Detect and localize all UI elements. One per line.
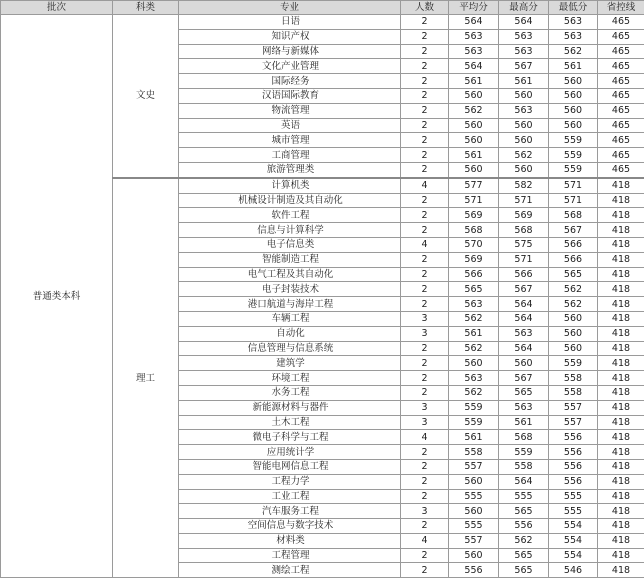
lowest-score-cell: 555 <box>549 489 598 504</box>
count-cell: 2 <box>401 267 449 282</box>
highest-score-cell: 564 <box>499 474 549 489</box>
lowest-score-cell: 559 <box>549 133 598 148</box>
count-cell: 2 <box>401 385 449 400</box>
average-score-cell: 563 <box>449 29 499 44</box>
major-cell: 自动化 <box>179 326 401 341</box>
lowest-score-cell: 556 <box>549 474 598 489</box>
average-score-cell: 560 <box>449 356 499 371</box>
count-cell: 2 <box>401 208 449 223</box>
count-cell: 2 <box>401 474 449 489</box>
province-control-line-cell: 418 <box>598 519 644 534</box>
category-cell: 理工 <box>113 178 179 578</box>
major-cell: 应用统计学 <box>179 445 401 460</box>
lowest-score-cell: 560 <box>549 311 598 326</box>
lowest-score-cell: 566 <box>549 237 598 252</box>
highest-score-cell: 561 <box>499 415 549 430</box>
major-cell: 工商管理 <box>179 148 401 163</box>
count-cell: 2 <box>401 88 449 103</box>
highest-score-cell: 564 <box>499 297 549 312</box>
province-control-line-cell: 465 <box>598 44 644 59</box>
average-score-cell: 562 <box>449 103 499 118</box>
major-cell: 网络与新媒体 <box>179 44 401 59</box>
count-cell: 3 <box>401 415 449 430</box>
count-cell: 2 <box>401 59 449 74</box>
highest-score-cell: 562 <box>499 148 549 163</box>
major-cell: 工业工程 <box>179 489 401 504</box>
province-control-line-cell: 418 <box>598 371 644 386</box>
count-cell: 2 <box>401 103 449 118</box>
count-cell: 4 <box>401 237 449 252</box>
highest-score-cell: 567 <box>499 282 549 297</box>
highest-score-cell: 560 <box>499 133 549 148</box>
count-cell: 2 <box>401 459 449 474</box>
province-control-line-cell: 465 <box>598 15 644 30</box>
lowest-score-cell: 560 <box>549 103 598 118</box>
highest-score-cell: 559 <box>499 445 549 460</box>
highest-score-cell: 560 <box>499 356 549 371</box>
header-category: 科类 <box>113 1 179 15</box>
province-control-line-cell: 465 <box>598 118 644 133</box>
average-score-cell: 559 <box>449 400 499 415</box>
header-lowest-score: 最低分 <box>549 1 598 15</box>
average-score-cell: 571 <box>449 193 499 208</box>
table-row <box>1 15 644 30</box>
count-cell: 3 <box>401 311 449 326</box>
lowest-score-cell: 560 <box>549 88 598 103</box>
lowest-score-cell: 560 <box>549 326 598 341</box>
count-cell: 2 <box>401 371 449 386</box>
province-control-line-cell: 418 <box>598 474 644 489</box>
highest-score-cell: 565 <box>499 548 549 563</box>
average-score-cell: 557 <box>449 533 499 548</box>
highest-score-cell: 564 <box>499 341 549 356</box>
major-cell: 计算机类 <box>179 178 401 193</box>
average-score-cell: 561 <box>449 430 499 445</box>
province-control-line-cell: 418 <box>598 415 644 430</box>
count-cell: 2 <box>401 297 449 312</box>
province-control-line-cell: 418 <box>598 208 644 223</box>
province-control-line-cell: 418 <box>598 430 644 445</box>
count-cell: 2 <box>401 548 449 563</box>
major-cell: 智能制造工程 <box>179 252 401 267</box>
province-control-line-cell: 418 <box>598 445 644 460</box>
lowest-score-cell: 561 <box>549 59 598 74</box>
lowest-score-cell: 554 <box>549 548 598 563</box>
highest-score-cell: 563 <box>499 103 549 118</box>
major-cell: 英语 <box>179 118 401 133</box>
highest-score-cell: 558 <box>499 459 549 474</box>
major-cell: 日语 <box>179 15 401 30</box>
lowest-score-cell: 568 <box>549 208 598 223</box>
province-control-line-cell: 465 <box>598 162 644 177</box>
lowest-score-cell: 558 <box>549 371 598 386</box>
highest-score-cell: 568 <box>499 430 549 445</box>
lowest-score-cell: 554 <box>549 519 598 534</box>
province-control-line-cell: 465 <box>598 148 644 163</box>
province-control-line-cell: 465 <box>598 103 644 118</box>
highest-score-cell: 560 <box>499 162 549 177</box>
average-score-cell: 561 <box>449 326 499 341</box>
count-cell: 2 <box>401 193 449 208</box>
province-control-line-cell: 418 <box>598 385 644 400</box>
province-control-line-cell: 418 <box>598 297 644 312</box>
province-control-line-cell: 465 <box>598 88 644 103</box>
average-score-cell: 563 <box>449 371 499 386</box>
major-cell: 汉语国际教育 <box>179 88 401 103</box>
average-score-cell: 560 <box>449 88 499 103</box>
batch-cell: 普通类本科 <box>1 15 113 578</box>
highest-score-cell: 567 <box>499 371 549 386</box>
highest-score-cell: 561 <box>499 74 549 89</box>
average-score-cell: 570 <box>449 237 499 252</box>
highest-score-cell: 563 <box>499 326 549 341</box>
lowest-score-cell: 557 <box>549 415 598 430</box>
average-score-cell: 556 <box>449 563 499 578</box>
lowest-score-cell: 558 <box>549 385 598 400</box>
major-cell: 工程力学 <box>179 474 401 489</box>
count-cell: 2 <box>401 282 449 297</box>
highest-score-cell: 566 <box>499 267 549 282</box>
highest-score-cell: 562 <box>499 533 549 548</box>
major-cell: 测绘工程 <box>179 563 401 578</box>
province-control-line-cell: 418 <box>598 252 644 267</box>
lowest-score-cell: 559 <box>549 148 598 163</box>
highest-score-cell: 569 <box>499 208 549 223</box>
count-cell: 2 <box>401 118 449 133</box>
lowest-score-cell: 560 <box>549 341 598 356</box>
highest-score-cell: 575 <box>499 237 549 252</box>
highest-score-cell: 563 <box>499 29 549 44</box>
major-cell: 新能源材料与器件 <box>179 400 401 415</box>
major-cell: 环境工程 <box>179 371 401 386</box>
header-province-control-line: 省控线 <box>598 1 644 15</box>
major-cell: 电子封装技术 <box>179 282 401 297</box>
lowest-score-cell: 562 <box>549 44 598 59</box>
lowest-score-cell: 571 <box>549 178 598 193</box>
count-cell: 2 <box>401 563 449 578</box>
highest-score-cell: 564 <box>499 15 549 30</box>
average-score-cell: 560 <box>449 504 499 519</box>
average-score-cell: 555 <box>449 489 499 504</box>
major-cell: 车辆工程 <box>179 311 401 326</box>
highest-score-cell: 564 <box>499 311 549 326</box>
average-score-cell: 560 <box>449 474 499 489</box>
major-cell: 软件工程 <box>179 208 401 223</box>
highest-score-cell: 565 <box>499 385 549 400</box>
major-cell: 水务工程 <box>179 385 401 400</box>
lowest-score-cell: 563 <box>549 29 598 44</box>
province-control-line-cell: 418 <box>598 356 644 371</box>
highest-score-cell: 563 <box>499 400 549 415</box>
lowest-score-cell: 557 <box>549 400 598 415</box>
highest-score-cell: 560 <box>499 88 549 103</box>
average-score-cell: 560 <box>449 133 499 148</box>
major-cell: 工程管理 <box>179 548 401 563</box>
average-score-cell: 566 <box>449 267 499 282</box>
average-score-cell: 559 <box>449 415 499 430</box>
average-score-cell: 563 <box>449 297 499 312</box>
average-score-cell: 560 <box>449 162 499 177</box>
lowest-score-cell: 571 <box>549 193 598 208</box>
header-highest-score: 最高分 <box>499 1 549 15</box>
average-score-cell: 563 <box>449 44 499 59</box>
average-score-cell: 555 <box>449 519 499 534</box>
average-score-cell: 568 <box>449 223 499 238</box>
average-score-cell: 564 <box>449 15 499 30</box>
count-cell: 2 <box>401 162 449 177</box>
major-cell: 微电子科学与工程 <box>179 430 401 445</box>
average-score-cell: 569 <box>449 252 499 267</box>
province-control-line-cell: 418 <box>598 459 644 474</box>
highest-score-cell: 571 <box>499 193 549 208</box>
lowest-score-cell: 555 <box>549 504 598 519</box>
province-control-line-cell: 418 <box>598 178 644 193</box>
province-control-line-cell: 418 <box>598 548 644 563</box>
highest-score-cell: 560 <box>499 118 549 133</box>
province-control-line-cell: 418 <box>598 533 644 548</box>
highest-score-cell: 582 <box>499 178 549 193</box>
count-cell: 2 <box>401 519 449 534</box>
average-score-cell: 569 <box>449 208 499 223</box>
count-cell: 2 <box>401 148 449 163</box>
count-cell: 4 <box>401 533 449 548</box>
average-score-cell: 564 <box>449 59 499 74</box>
count-cell: 2 <box>401 252 449 267</box>
lowest-score-cell: 546 <box>549 563 598 578</box>
province-control-line-cell: 465 <box>598 29 644 44</box>
average-score-cell: 560 <box>449 548 499 563</box>
major-cell: 旅游管理类 <box>179 162 401 177</box>
header-count: 人数 <box>401 1 449 15</box>
highest-score-cell: 568 <box>499 223 549 238</box>
count-cell: 2 <box>401 15 449 30</box>
major-cell: 材料类 <box>179 533 401 548</box>
average-score-cell: 560 <box>449 118 499 133</box>
average-score-cell: 562 <box>449 385 499 400</box>
lowest-score-cell: 563 <box>549 15 598 30</box>
count-cell: 3 <box>401 326 449 341</box>
major-cell: 建筑学 <box>179 356 401 371</box>
count-cell: 2 <box>401 74 449 89</box>
province-control-line-cell: 418 <box>598 326 644 341</box>
count-cell: 3 <box>401 504 449 519</box>
average-score-cell: 562 <box>449 341 499 356</box>
major-cell: 国际经务 <box>179 74 401 89</box>
major-cell: 信息与计算科学 <box>179 223 401 238</box>
lowest-score-cell: 556 <box>549 445 598 460</box>
average-score-cell: 558 <box>449 445 499 460</box>
highest-score-cell: 571 <box>499 252 549 267</box>
province-control-line-cell: 418 <box>598 267 644 282</box>
major-cell: 知识产权 <box>179 29 401 44</box>
province-control-line-cell: 465 <box>598 133 644 148</box>
count-cell: 2 <box>401 44 449 59</box>
province-control-line-cell: 418 <box>598 237 644 252</box>
major-cell: 电气工程及其自动化 <box>179 267 401 282</box>
province-control-line-cell: 418 <box>598 282 644 297</box>
lowest-score-cell: 560 <box>549 118 598 133</box>
count-cell: 2 <box>401 133 449 148</box>
count-cell: 3 <box>401 400 449 415</box>
province-control-line-cell: 418 <box>598 311 644 326</box>
count-cell: 2 <box>401 341 449 356</box>
lowest-score-cell: 565 <box>549 267 598 282</box>
lowest-score-cell: 559 <box>549 356 598 371</box>
lowest-score-cell: 556 <box>549 459 598 474</box>
province-control-line-cell: 418 <box>598 489 644 504</box>
average-score-cell: 561 <box>449 148 499 163</box>
count-cell: 2 <box>401 223 449 238</box>
major-cell: 信息管理与信息系统 <box>179 341 401 356</box>
category-cell: 文史 <box>113 15 179 178</box>
major-cell: 文化产业管理 <box>179 59 401 74</box>
major-cell: 机械设计制造及其自动化 <box>179 193 401 208</box>
lowest-score-cell: 566 <box>549 252 598 267</box>
average-score-cell: 557 <box>449 459 499 474</box>
lowest-score-cell: 562 <box>549 297 598 312</box>
average-score-cell: 561 <box>449 74 499 89</box>
province-control-line-cell: 465 <box>598 59 644 74</box>
lowest-score-cell: 556 <box>549 430 598 445</box>
province-control-line-cell: 418 <box>598 400 644 415</box>
major-cell: 智能电网信息工程 <box>179 459 401 474</box>
lowest-score-cell: 567 <box>549 223 598 238</box>
header-average-score: 平均分 <box>449 1 499 15</box>
highest-score-cell: 565 <box>499 504 549 519</box>
province-control-line-cell: 418 <box>598 563 644 578</box>
province-control-line-cell: 418 <box>598 223 644 238</box>
average-score-cell: 577 <box>449 178 499 193</box>
count-cell: 2 <box>401 356 449 371</box>
average-score-cell: 565 <box>449 282 499 297</box>
highest-score-cell: 556 <box>499 519 549 534</box>
highest-score-cell: 563 <box>499 44 549 59</box>
major-cell: 物流管理 <box>179 103 401 118</box>
count-cell: 4 <box>401 178 449 193</box>
province-control-line-cell: 465 <box>598 74 644 89</box>
header-major: 专业 <box>179 1 401 15</box>
lowest-score-cell: 559 <box>549 162 598 177</box>
count-cell: 2 <box>401 445 449 460</box>
count-cell: 4 <box>401 430 449 445</box>
lowest-score-cell: 560 <box>549 74 598 89</box>
major-cell: 土木工程 <box>179 415 401 430</box>
major-cell: 城市管理 <box>179 133 401 148</box>
highest-score-cell: 567 <box>499 59 549 74</box>
table-body <box>1 15 644 578</box>
count-cell: 2 <box>401 489 449 504</box>
province-control-line-cell: 418 <box>598 504 644 519</box>
highest-score-cell: 565 <box>499 563 549 578</box>
header-batch: 批次 <box>1 1 113 15</box>
highest-score-cell: 555 <box>499 489 549 504</box>
province-control-line-cell: 418 <box>598 341 644 356</box>
average-score-cell: 562 <box>449 311 499 326</box>
lowest-score-cell: 562 <box>549 282 598 297</box>
province-control-line-cell: 418 <box>598 193 644 208</box>
major-cell: 汽车服务工程 <box>179 504 401 519</box>
major-cell: 空间信息与数字技术 <box>179 519 401 534</box>
count-cell: 2 <box>401 29 449 44</box>
lowest-score-cell: 554 <box>549 533 598 548</box>
major-cell: 电子信息类 <box>179 237 401 252</box>
table-header-row <box>1 1 644 15</box>
major-cell: 港口航道与海岸工程 <box>179 297 401 312</box>
